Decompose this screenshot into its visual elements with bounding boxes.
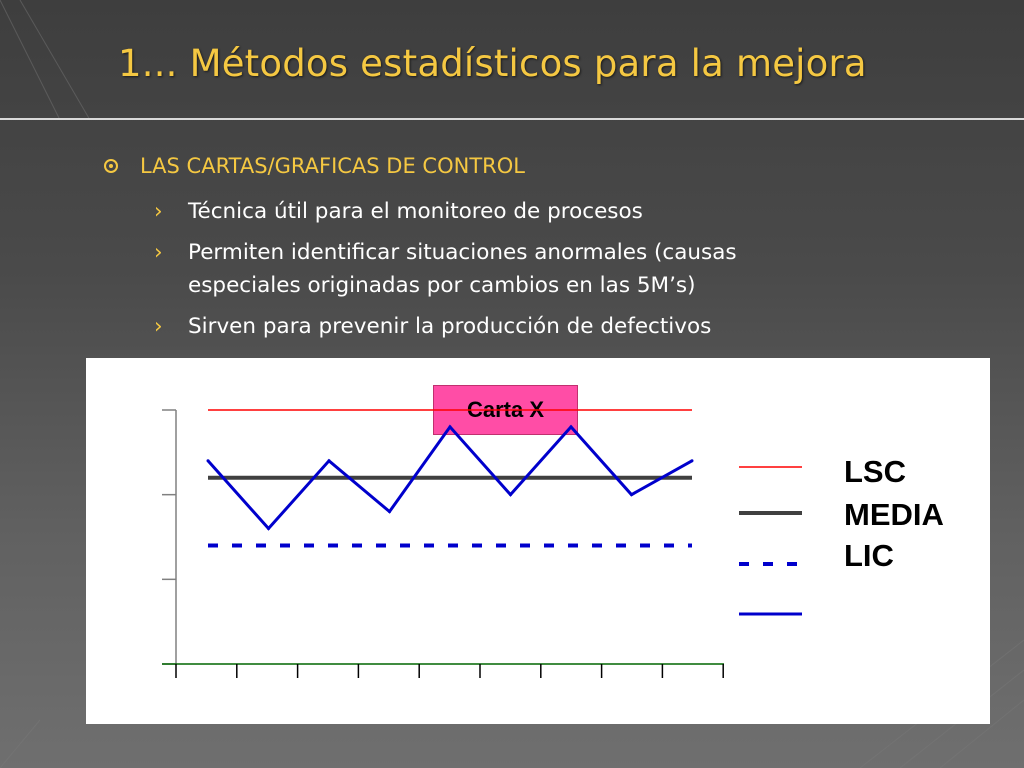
legend-label-lic: LIC (844, 538, 894, 573)
control-chart-panel (86, 358, 990, 724)
data-point (267, 527, 270, 530)
chevron-right-icon: › (154, 314, 163, 339)
data-point (449, 425, 452, 428)
title-divider (0, 118, 1024, 120)
sub-bullet-item (154, 195, 854, 228)
legend-label-lsc: LSC (844, 454, 906, 489)
chevron-right-icon: › (154, 240, 163, 265)
sub-bullet-item (154, 236, 854, 302)
slide-title: 1... Métodos estadísticos para la mejora (118, 42, 867, 85)
sub-bullet-item (154, 310, 854, 343)
main-bullet-text: LAS CARTAS/GRAFICAS DE CONTROL (140, 154, 525, 178)
sub-bullet-list (154, 195, 854, 351)
main-bullet (104, 154, 525, 178)
data-point (207, 459, 210, 462)
data-point (570, 425, 573, 428)
sub-bullet-text: Técnica útil para el monitoreo de procesos (188, 199, 643, 224)
sub-bullet-text: Sirven para prevenir la producción de defectivos (188, 314, 712, 339)
data-point (509, 493, 512, 496)
data-point (691, 459, 694, 462)
sub-bullet-text: Permiten identificar situaciones anormales (causas especiales originadas por cambios en las 5M’s) (188, 240, 737, 298)
legend-label-media: MEDIA (844, 497, 944, 532)
chart-title: Carta X (433, 385, 578, 435)
chevron-right-icon: › (154, 199, 163, 224)
data-point (328, 459, 331, 462)
target-circle-icon (104, 159, 118, 173)
data-point (388, 510, 391, 513)
data-point (630, 493, 633, 496)
